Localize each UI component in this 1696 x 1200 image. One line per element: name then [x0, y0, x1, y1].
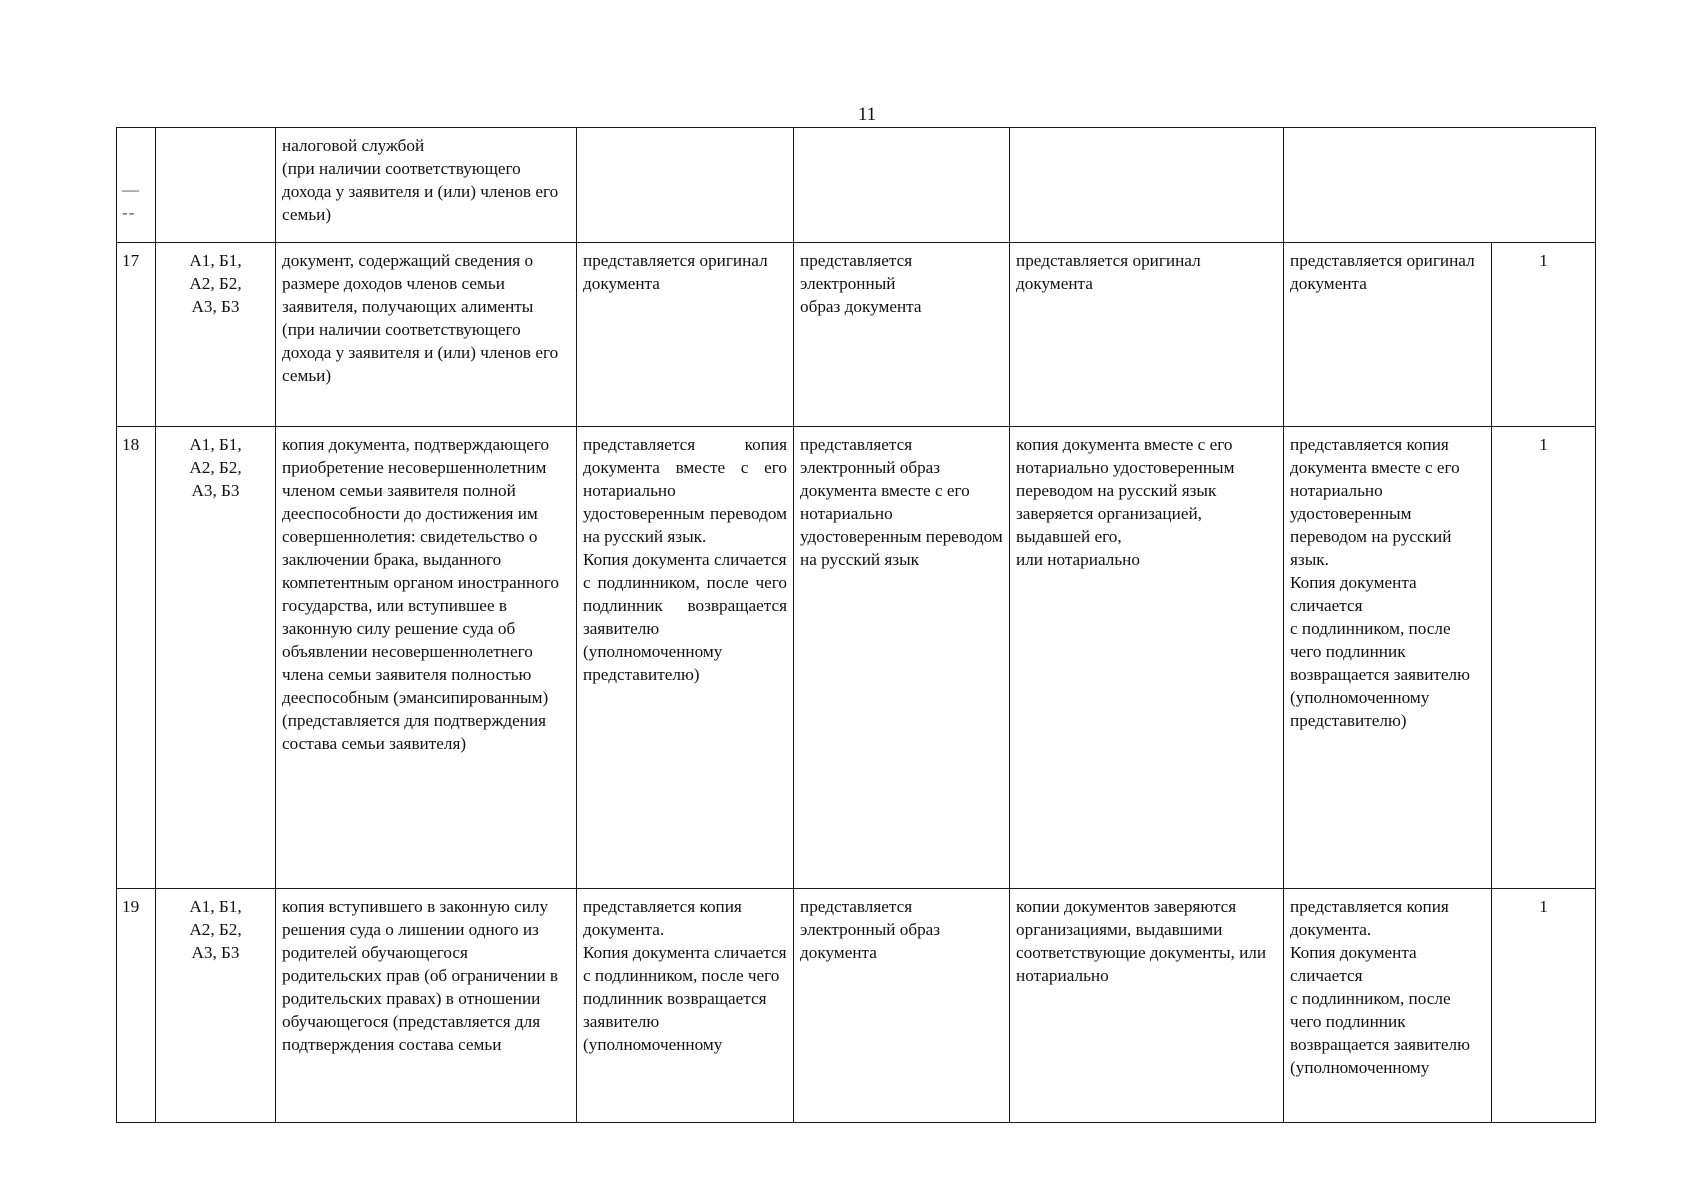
- in-person-cell: [577, 128, 794, 243]
- mfc-cell: [1284, 128, 1492, 243]
- by-mail-cell: [1010, 128, 1284, 243]
- mfc-cell: представляется копия документа вместе с его нотариально удостоверенным переводом на русский язык. Копия документа сличается с подлинником, после чего подлинник возвращается заявителю (уполномоченному представителю): [1284, 427, 1492, 889]
- row-number-cell: [117, 128, 156, 243]
- count-cell: [1492, 128, 1596, 243]
- by-mail-cell: копии документов заверяются организациями, выдавшими соответствующие документы, или нотариально: [1010, 889, 1284, 1123]
- electronic-cell: представляется электронный образ документа: [794, 889, 1010, 1123]
- page-number: 11: [857, 104, 877, 125]
- mfc-cell: представляется оригинал документа: [1284, 243, 1492, 427]
- in-person-cell: представляется копия документа. Копия документа сличается с подлинником, после чего подлинник возвращается заявителю (уполномоченному: [577, 889, 794, 1123]
- by-mail-cell: копия документа вместе с его нотариально удостоверенным переводом на русский язык заверяется организацией, выдавшей его, или нотариально: [1010, 427, 1284, 889]
- electronic-cell: представляется электронный образ документа: [794, 243, 1010, 427]
- row-number-cell: 18: [117, 427, 156, 889]
- mfc-cell: представляется копия документа. Копия документа сличается с подлинником, после чего подлинник возвращается заявителю (уполномоченному: [1284, 889, 1492, 1123]
- codes-cell: А1, Б1, А2, Б2, А3, Б3: [156, 243, 276, 427]
- continuation-marker: — --: [122, 180, 141, 222]
- codes-cell: А1, Б1, А2, Б2, А3, Б3: [156, 889, 276, 1123]
- electronic-cell: представляется электронный образ документа вместе с его нотариально удостоверенным переводом на русский язык: [794, 427, 1010, 889]
- codes-cell: А1, Б1, А2, Б2, А3, Б3: [156, 427, 276, 889]
- codes-cell: [156, 128, 276, 243]
- count-cell: 1: [1492, 243, 1596, 427]
- row-number-cell: 17: [117, 243, 156, 427]
- by-mail-cell: представляется оригинал документа: [1010, 243, 1284, 427]
- electronic-cell: [794, 128, 1010, 243]
- count-cell: 1: [1492, 889, 1596, 1123]
- document-cell: документ, содержащий сведения о размере доходов членов семьи заявителя, получающих алименты (при наличии соответствующего дохода у заявителя и (или) членов его семьи): [276, 243, 577, 427]
- row-number-cell: 19: [117, 889, 156, 1123]
- document-cell: копия документа, подтверждающего приобретение несовершеннолетним членом семьи заявителя полной дееспособности до достижения им совершеннолетия: свидетельство о заключении брака, выданного компетентным органом иностранного государства, или вступившее в законную силу решение суда об объявлении несовершеннолетнего члена семьи заявителя полностью дееспособным (эмансипированным) (представляется для подтверждения состава семьи заявителя): [276, 427, 577, 889]
- table-row: [117, 243, 1596, 427]
- table-row: [117, 889, 1596, 1123]
- in-person-cell: представляется копия документа вместе с его нотариально удостоверенным переводом на русский язык. Копия документа сличается с подлинником, после чего подлинник возвращается заявителю (уполномоченному представителю): [577, 427, 794, 889]
- in-person-cell: представляется оригинал документа: [577, 243, 794, 427]
- count-cell: 1: [1492, 427, 1596, 889]
- table-row: [117, 427, 1596, 889]
- document-cell: налоговой службой (при наличии соответствующего дохода у заявителя и (или) членов его семьи): [276, 128, 577, 243]
- table-row-continuation: [117, 128, 1596, 243]
- document-cell: копия вступившего в законную силу решения суда о лишении одного из родителей обучающегося родительских прав (об ограничении в родительских правах) в отношении обучающегося (представляется для подтверждения состава семьи: [276, 889, 577, 1123]
- documents-table: [116, 127, 1596, 1123]
